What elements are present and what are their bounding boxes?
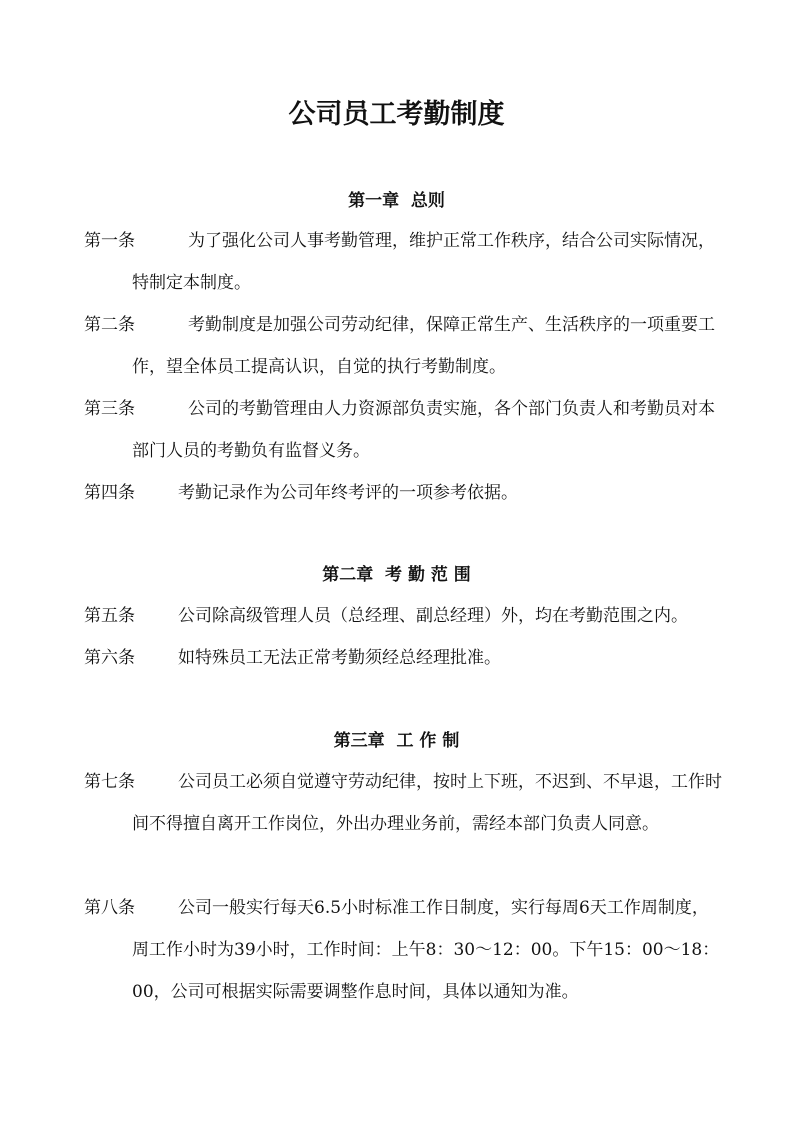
article-6 [84, 637, 724, 679]
chapter-3-heading: 第三章 工 作 制 [333, 731, 460, 751]
article-5 [84, 595, 734, 637]
article-6-label: 第六条 [84, 648, 135, 668]
article-3-label: 第三条 [84, 399, 135, 419]
document-title: 公司员工考勤制度 [288, 99, 505, 130]
chapter-2-heading: 第二章 考 勤 范 围 [322, 565, 471, 585]
chapter-1-heading: 第一章 总则 [348, 191, 445, 211]
article-1-label: 第一条 [84, 231, 135, 251]
article-5-label: 第五条 [84, 606, 135, 626]
article-4 [84, 472, 724, 514]
article-5-text: 公司除高级管理人员（总经理、副总经理）外，均在考勤范围之内。 [178, 606, 688, 626]
article-7 [84, 761, 724, 845]
article-3-text: 公司的考勤管理由人力资源部负责实施，各个部门负责人和考勤员对本部门人员的考勤负有监督义务。 [132, 399, 715, 461]
article-3 [84, 388, 724, 472]
article-1-text: 为了强化公司人事考勤管理，维护正常工作秩序，结合公司实际情况，特制定本制度。 [132, 231, 715, 293]
article-8-text: 公司一般实行每天6.5小时标准工作日制度，实行每周6天工作周制度，周工作小时为39小时，工作时间：上午8：30～12：00。下午15：00～18：00，公司可根据实际需要调整作息时间，具体以通知为准。 [132, 898, 720, 1002]
article-6-text: 如特殊员工无法正常考勤须经总经理批准。 [178, 648, 501, 668]
article-4-label: 第四条 [84, 483, 135, 503]
article-4-text: 考勤记录作为公司年终考评的一项参考依据。 [178, 483, 518, 503]
article-2-text: 考勤制度是加强公司劳动纪律，保障正常生产、生活秩序的一项重要工作，望全体员工提高认识，自觉的执行考勤制度。 [132, 315, 715, 377]
article-2-label: 第二条 [84, 315, 135, 335]
article-2 [84, 304, 724, 388]
article-7-text: 公司员工必须自觉遵守劳动纪律，按时上下班，不迟到、不早退，工作时间不得擅自离开工作岗位，外出办理业务前，需经本部门负责人同意。 [132, 772, 722, 834]
article-8-label: 第八条 [84, 898, 135, 918]
article-8 [84, 887, 724, 1013]
article-7-label: 第七条 [84, 772, 135, 792]
article-1 [84, 220, 724, 304]
